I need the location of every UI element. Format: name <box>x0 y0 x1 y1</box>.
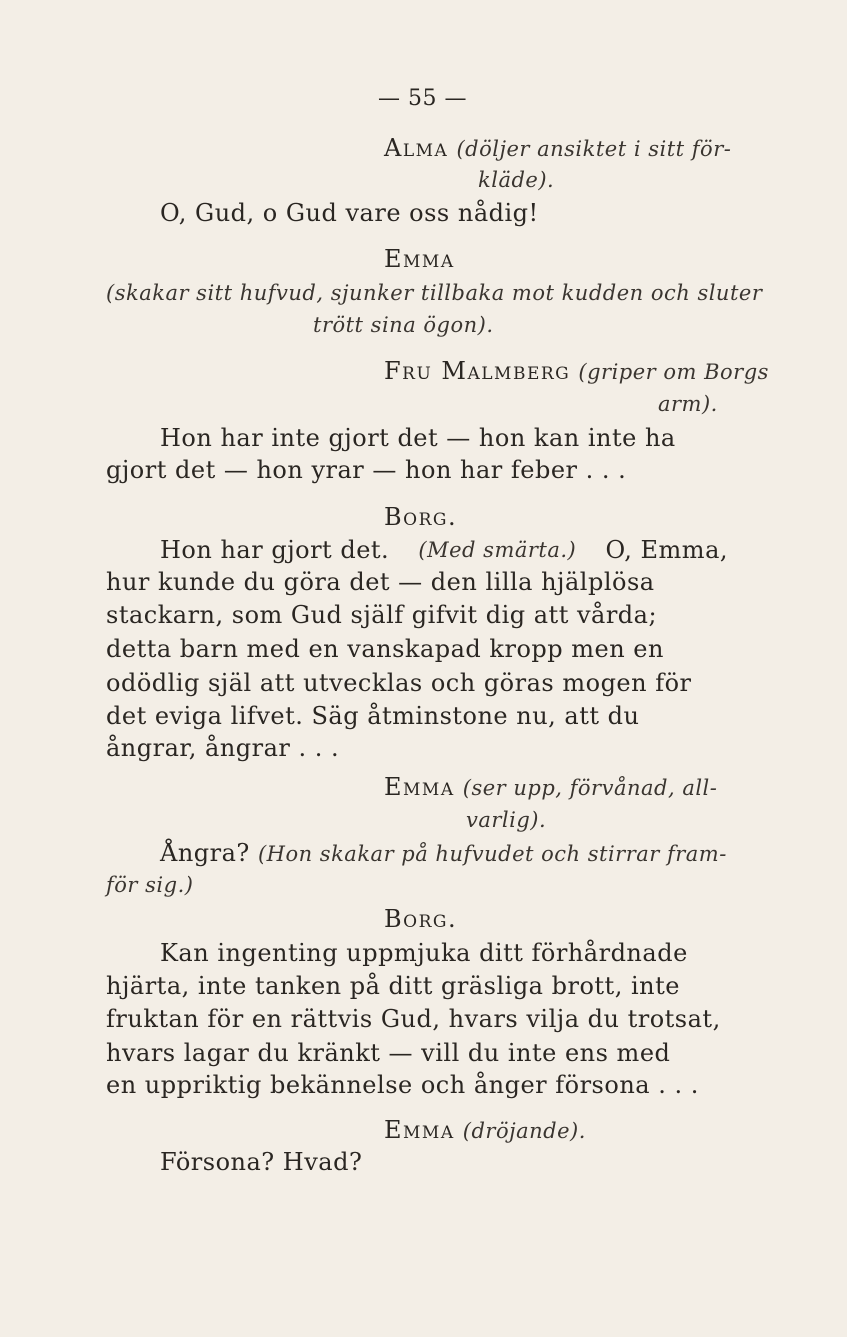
stage-cue-alma <box>384 133 731 164</box>
speaker-name: Borg. <box>384 905 458 933</box>
dialogue-line: Kan ingenting uppmjuka ditt förhårdnade <box>160 939 688 967</box>
speaker-name: Emma <box>384 245 455 273</box>
dialogue-line: detta barn med en vanskapad kropp men en <box>106 635 664 663</box>
stage-direction: (skakar sitt hufvud, sjunker tillbaka mot kudden och sluter <box>106 281 763 305</box>
dialogue-line: Hon har inte gjort det — hon kan inte ha <box>160 424 676 452</box>
dialogue-line: hjärta, inte tanken på ditt gräsliga brott, inte <box>106 972 680 1000</box>
stage-direction-cont: varlig). <box>466 808 547 832</box>
stage-direction: (Hon skakar på hufvudet och stirrar fram- <box>257 842 727 866</box>
stage-direction-cont: kläde). <box>478 168 555 192</box>
dialogue-line: det eviga lifvet. Säg åtminstone nu, att du <box>106 702 640 730</box>
dialogue-line: gjort det — hon yrar — hon har feber . . . <box>106 456 627 484</box>
stage-direction: (griper om Borgs <box>578 360 769 384</box>
stage-direction-cont: trött sina ögon). <box>313 313 494 337</box>
dialogue-line: en uppriktig bekännelse och ånger försona . . . <box>106 1071 699 1099</box>
dialogue-line: hvars lagar du kränkt — vill du inte ens med <box>106 1039 671 1067</box>
speaker-name: Emma <box>384 1116 455 1144</box>
dialogue-line: O, Gud, o Gud vare oss nådig! <box>160 199 539 227</box>
dialogue-line: odödlig själ att utvecklas och göras mogen för <box>106 669 692 697</box>
stage-direction: (ser upp, förvånad, all- <box>462 776 718 800</box>
dialogue-line: hur kunde du göra det — den lilla hjälplösa <box>106 568 655 596</box>
dialogue-line: ångrar, ångrar . . . <box>106 734 340 762</box>
stage-direction: (dröjande). <box>462 1119 586 1143</box>
stage-direction-cont: för sig.) <box>106 873 194 897</box>
dialogue-text: Hon har gjort det. <box>160 536 390 564</box>
speaker-name: Alma <box>384 134 449 162</box>
speaker-name: Fru Malmberg <box>384 357 571 385</box>
dialogue-line: fruktan för en rättvis Gud, hvars vilja du trotsat, <box>106 1005 721 1033</box>
dialogue-line <box>160 838 727 869</box>
stage-cue-emma <box>384 772 717 803</box>
speaker-name: Emma <box>384 773 455 801</box>
stage-cue-emma <box>384 1115 586 1146</box>
stage-cue-fru-malmberg <box>384 356 769 387</box>
dialogue-text: Ångra? <box>160 839 250 867</box>
dialogue-line <box>160 535 728 565</box>
dialogue-line: stackarn, som Gud själf gifvit dig att vårda; <box>106 601 658 629</box>
page-number: — 55 — <box>378 86 467 111</box>
stage-direction: (Med smärta.) <box>418 538 577 562</box>
stage-direction-cont: arm). <box>658 392 718 416</box>
stage-direction: (döljer ansiktet i sitt för- <box>456 137 732 161</box>
dialogue-text: O, Emma, <box>605 536 728 564</box>
speaker-name: Borg. <box>384 503 458 531</box>
dialogue-line: Försona? Hvad? <box>160 1148 363 1176</box>
